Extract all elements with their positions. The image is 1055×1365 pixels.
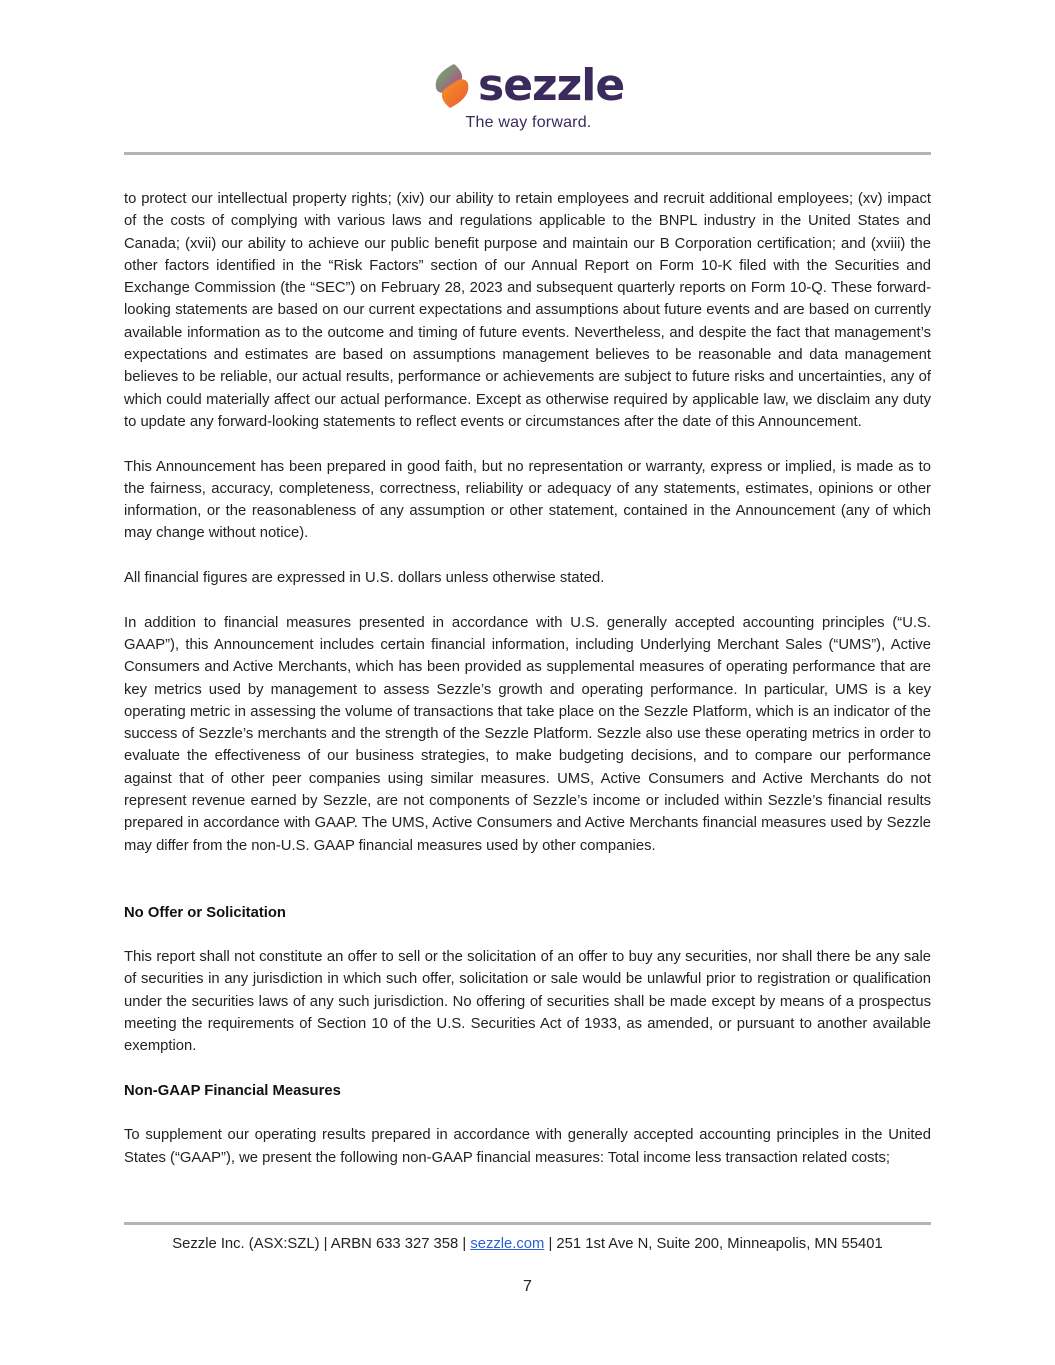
footer-website-link[interactable]: sezzle.com	[470, 1236, 545, 1252]
document-body	[124, 188, 931, 1169]
page-footer	[0, 1233, 1055, 1255]
heading-non-gaap: Non-GAAP Financial Measures	[124, 1082, 341, 1099]
footer-address: | 251 1st Ave N, Suite 200, Minneapolis, MN 55401	[544, 1236, 883, 1252]
brand-name: sezzle	[478, 60, 625, 111]
paragraph-no-offer: This report shall not constitute an offer to sell or the solicitation of an offer to buy any securities, nor shall there be any sale of securities in any jurisdiction in which such offer, solicitation or sale would be unlawful prior to registration or qualification under the securities laws of any such jurisdiction. No offering of securities shall be made except by means of a prospectus meeting the requirements of Section 10 of the U.S. Securities Act of 1933, as amended, or pursuant to another available exemption.	[124, 949, 931, 1055]
paragraph-good-faith: This Announcement has been prepared in good faith, but no representation or warranty, express or implied, is made as to the fairness, accuracy, completeness, correctness, reliability or adequacy of any statements, estimates, opinions or other information, or the reasonableness of any assumption or other statement, contained in the Announcement (any of which may change without notice).	[124, 458, 931, 542]
paragraph-operating-metrics: In addition to financial measures presented in accordance with U.S. generally accepted accounting principles (“U.S. GAAP”), this Announcement includes certain financial information, including Underlying Merchant Sales (“UMS”), Active Consumers and Active Merchants, which has been provided as supplemental measures of operating performance that are key metrics used by management to assess Sezzle’s growth and operating performance. In particular, UMS is a key operating metric in assessing the volume of transactions that take place on the Sezzle Platform, which is an indicator of the success of Sezzle’s merchants and the strength of the Sezzle Platform. Sezzle also use these operating metrics in order to evaluate the effectiveness of our business strategies, to make budgeting decisions, and to compare our performance against that of other peer companies using similar measures. UMS, Active Consumers and Active Merchants do not represent revenue earned by Sezzle, are not components of Sezzle’s income or included within Sezzle’s financial results prepared in accordance with GAAP. The UMS, Active Consumers and Active Merchants financial measures used by Sezzle may differ from the non-U.S. GAAP financial measures used by other companies.	[124, 614, 931, 854]
page-header	[0, 58, 1055, 138]
footer-divider	[124, 1222, 931, 1225]
paragraph-forward-looking: to protect our intellectual property rights; (xiv) our ability to retain employees and recruit additional employees; (xv) impact of the costs of complying with various laws and regulations applicable to the BNPL industry in the United States and Canada; (xvii) our ability to achieve our public benefit purpose and maintain our B Corporation certification; and (xviii) the other factors identified in the “Risk Factors” section of our Annual Report on Form 10-K filed with the Securities and Exchange Commission (the “SEC”) on February 28, 2023 and subsequent quarterly reports on Form 10-Q. These forward-looking statements are based on our current expectations and assumptions about future events and are based on currently available information as to the outcome and timing of future events. Nevertheless, and despite the fact that management’s expectations and estimates are based on assumptions management believes to be reasonable and data management believes to be reliable, our actual results, performance or achievements are subject to future risks and uncertainties, any of which could materially affect our actual performance. Except as otherwise required by applicable law, we disclaim any duty to update any forward-looking statements to reflect events or circumstances after the date of this Announcement.	[124, 191, 931, 430]
brand-logo[interactable]	[432, 62, 624, 110]
header-divider	[124, 152, 931, 155]
heading-no-offer: No Offer or Solicitation	[124, 904, 286, 921]
footer-company-info: Sezzle Inc. (ASX:SZL) | ARBN 633 327 358 |	[172, 1236, 471, 1252]
sezzle-logo-icon	[432, 62, 472, 110]
paragraph-non-gaap: To supplement our operating results prepared in accordance with generally accepted accounting principles in the United States (“GAAP”), we present the following non-GAAP financial measures: Total income less transaction related costs;	[124, 1127, 931, 1166]
brand-tagline: The way forward.	[465, 114, 592, 131]
paragraph-currency: All financial figures are expressed in U.S. dollars unless otherwise stated.	[124, 570, 605, 587]
page-number: 7	[523, 1278, 532, 1295]
